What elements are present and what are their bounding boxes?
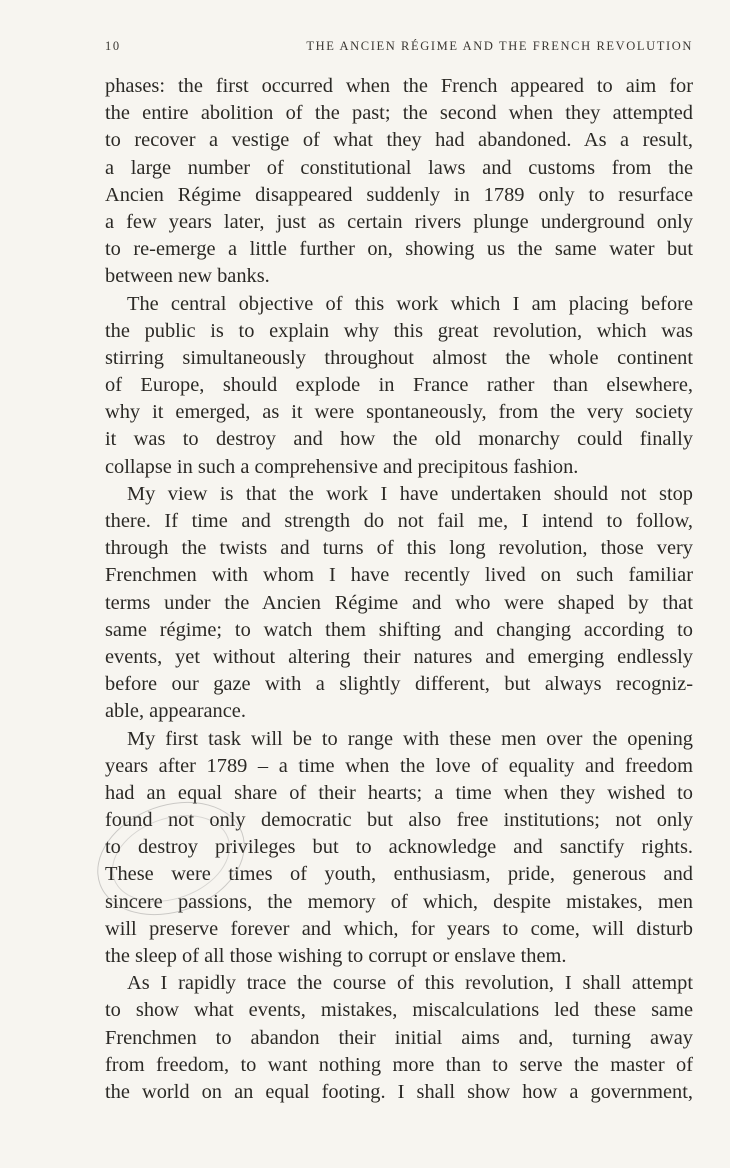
- text-line: events, yet without altering their natures and emerging endlessly: [105, 645, 693, 668]
- text-line: of Europe, should explode in France rather than elsewhere,: [105, 374, 693, 397]
- text-line: My view is that the work I have undertaken should not stop: [127, 482, 693, 505]
- text-line: able, appearance.: [105, 700, 246, 723]
- text-line: had an equal share of their hearts; a time when they wished to: [105, 781, 693, 804]
- text-line: before our gaze with a slightly different, but always recogniz-: [105, 673, 693, 696]
- text-line: As I rapidly trace the course of this revolution, I shall attempt: [127, 972, 693, 995]
- text-line: The central objective of this work which I am placing before: [127, 292, 693, 315]
- text-line: These were times of youth, enthusiasm, pride, generous and: [105, 863, 693, 886]
- text-line: from freedom, to want nothing more than to serve the master of: [105, 1053, 693, 1076]
- text-line: will preserve forever and which, for years to come, will disturb: [105, 917, 693, 940]
- text-line: the world on an equal footing. I shall show how a government,: [105, 1080, 693, 1103]
- text-line: there. If time and strength do not fail me, I intend to follow,: [105, 510, 693, 532]
- text-line: a large number of constitutional laws and customs from the: [105, 156, 693, 179]
- text-line: it was to destroy and how the old monarchy could finally: [105, 428, 693, 451]
- text-line: phases: the first occurred when the French appeared to aim for: [105, 75, 693, 97]
- text-line: terms under the Ancien Régime and who were shaped by that: [105, 591, 693, 614]
- text-line: sincere passions, the memory of which, despite mistakes, men: [105, 890, 693, 913]
- text-line: the entire abolition of the past; the second when they attempted: [105, 102, 693, 125]
- text-line: Ancien Régime disappeared suddenly in 1789 only to resurface: [105, 183, 693, 206]
- text-line: to destroy privileges but to acknowledge and sanctify rights.: [105, 836, 693, 859]
- text-line: stirring simultaneously throughout almost the whole continent: [105, 346, 693, 369]
- text-line: the sleep of all those wishing to corrupt or enslave them.: [105, 945, 567, 967]
- page-number: 10: [105, 39, 121, 53]
- text-line: years after 1789 – a time when the love of equality and freedom: [105, 754, 693, 777]
- text-line: why it emerged, as it were spontaneously, from the very society: [105, 401, 693, 424]
- text-line: to show what events, mistakes, miscalculations led these same: [105, 999, 693, 1022]
- text-line: Frenchmen to abandon their initial aims and, turning away: [105, 1026, 693, 1049]
- text-line: found not only democratic but also free institutions; not only: [105, 809, 693, 832]
- text-line: to re-emerge a little further on, showing us the same water but: [105, 238, 693, 261]
- text-line: My first task will be to range with these men over the opening: [127, 727, 693, 750]
- running-head-title: THE ANCIEN RÉGIME AND THE FRENCH REVOLUTION: [306, 39, 693, 53]
- text-line: between new banks.: [105, 265, 270, 288]
- text-line: same régime; to watch them shifting and changing according to: [105, 618, 693, 641]
- text-line: to recover a vestige of what they had abandoned. As a result,: [105, 129, 693, 152]
- text-line: Frenchmen with whom I have recently lived on such familiar: [105, 564, 693, 587]
- text-line: collapse in such a comprehensive and precipitous fashion.: [105, 455, 579, 478]
- body-text: [105, 73, 693, 1106]
- text-line: through the twists and turns of this long revolution, those very: [105, 537, 693, 560]
- text-line: the public is to explain why this great revolution, which was: [105, 319, 693, 342]
- text-line: a few years later, just as certain rivers plunge underground only: [105, 210, 693, 233]
- running-head: [105, 36, 693, 58]
